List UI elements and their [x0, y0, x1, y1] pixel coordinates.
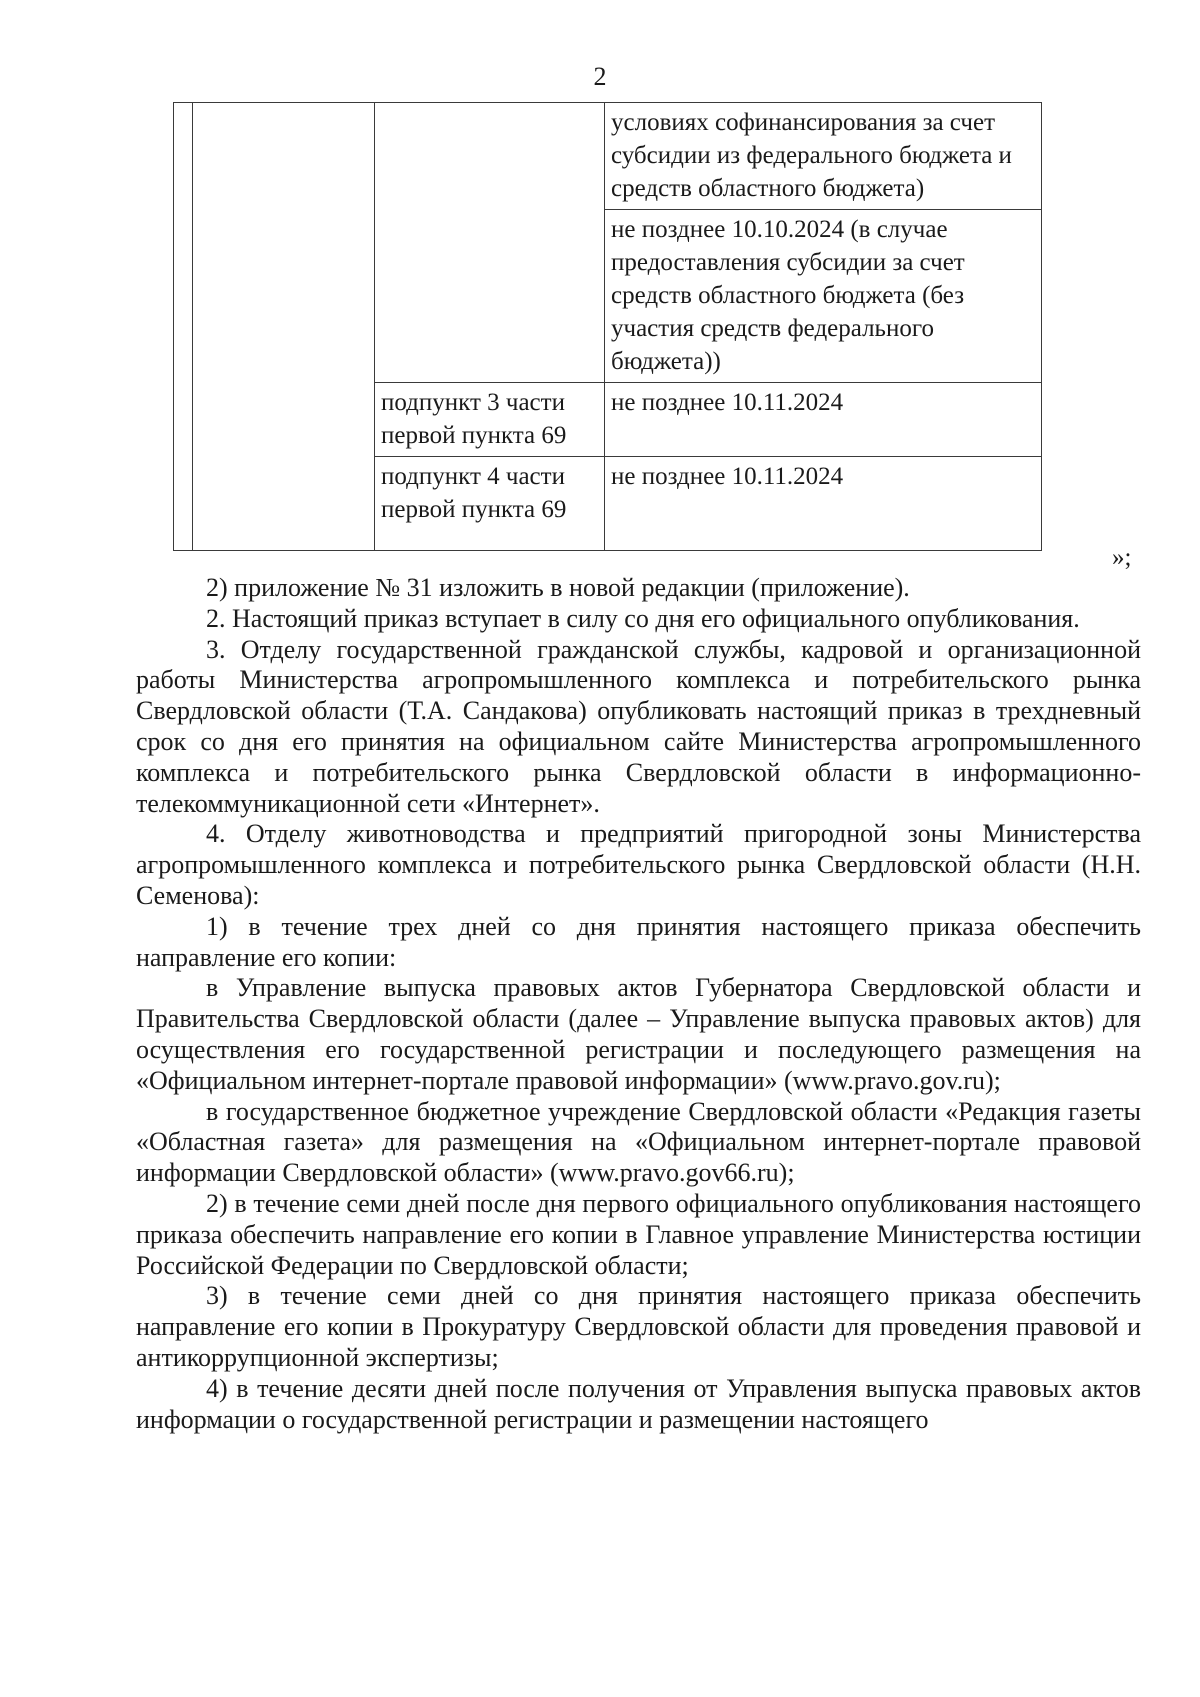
table-cell: не позднее 10.11.2024	[605, 457, 1042, 551]
table-cell: не позднее 10.11.2024	[605, 383, 1042, 457]
paragraph: 2) в течение семи дней после дня первого официального опубликования настоящего приказа обеспечить направление его копии в Главное управление Министерства юстиции Российской Федерации по Свердловской области;	[136, 1188, 1141, 1280]
paragraph: 1) в течение трех дней со дня принятия настоящего приказа обеспечить направление его копии:	[136, 911, 1141, 972]
paragraph: 4) в течение десяти дней после получения от Управления выпуска правовых актов информации о государственной регистрации и размещении настоящего	[136, 1373, 1141, 1434]
continuation-table	[173, 102, 1042, 551]
table-cell-empty	[375, 103, 605, 383]
table-cell: подпункт 4 части первой пункта 69	[375, 457, 605, 551]
table-cell-empty	[193, 103, 375, 551]
paragraph: 2. Настоящий приказ вступает в силу со дня его официального опубликования.	[206, 603, 1080, 633]
paragraph: 3) в течение семи дней со дня принятия настоящего приказа обеспечить направление его копии в Прокуратуру Свердловской области для проведения правовой и антикоррупционной экспертизы;	[136, 1281, 1141, 1372]
table-cell: не позднее 10.10.2024 (в случае предоставления субсидии за счет средств областного бюджета (без участия средств федерального бюджета))	[605, 210, 1042, 383]
page-number: 2	[593, 62, 607, 91]
paragraph: в государственное бюджетное учреждение Свердловской области «Редакция газеты «Областная газета» для размещения на «Официальном интернет-портале правовой информации Свердловской области» (www.pravo.gov66.ru);	[136, 1096, 1141, 1188]
paragraph: в Управление выпуска правовых актов Губернатора Свердловской области и Правительства Свердловской области (далее – Управление выпуска правовых актов) для осуществления его государственной регистрации и последующего размещения на «Официальном интернет-портале правовой информации» (www.pravo.gov.ru);	[136, 973, 1141, 1095]
table-cell: условиях софинансирования за счет субсидии из федерального бюджета и средств областного бюджета)	[605, 103, 1042, 210]
document-body	[136, 573, 1141, 1435]
table-closing-quote: »;	[1112, 544, 1132, 571]
paragraph: 2) приложение № 31 изложить в новой редакции (приложение).	[206, 573, 910, 602]
table-cell-empty	[174, 103, 193, 551]
paragraph: 3. Отделу государственной гражданской службы, кадровой и организационной работы Министерства агропромышленного комплекса и потребительского рынка Свердловской области (Т.А. Сандакова) опубликовать настоящий приказ в трехдневный срок со дня его принятия на официальном сайте Министерства агропромышленного комплекса и потребительского рынка Свердловской области в информационно-телекоммуникационной сети «Интернет».	[136, 634, 1141, 818]
table-cell: подпункт 3 части первой пункта 69	[375, 383, 605, 457]
paragraph: 4. Отделу животноводства и предприятий пригородной зоны Министерства агропромышленного комплекса и потребительского рынка Свердловской области (Н.Н. Семенова):	[136, 819, 1141, 910]
table-row	[174, 103, 1042, 210]
